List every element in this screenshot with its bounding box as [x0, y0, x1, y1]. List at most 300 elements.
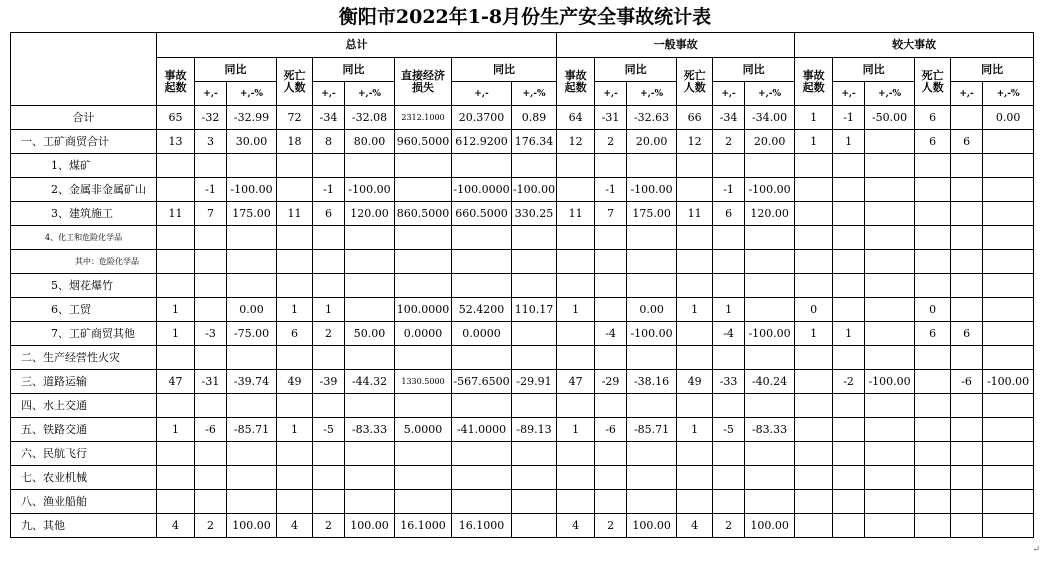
data-cell: [595, 226, 627, 250]
data-cell: 175.00: [227, 202, 277, 226]
data-cell: [795, 370, 833, 394]
data-cell: -100.00: [865, 370, 915, 394]
row-label: 四、水上交通: [11, 394, 157, 418]
data-cell: 6: [277, 322, 313, 346]
data-cell: [677, 154, 713, 178]
data-cell: [865, 298, 915, 322]
data-cell: [157, 178, 195, 202]
header-deaths: 死亡人数: [677, 58, 713, 106]
data-cell: -40.24: [745, 370, 795, 394]
data-cell: -100.00: [627, 322, 677, 346]
data-cell: [345, 442, 395, 466]
header-yoy: 同比: [595, 58, 677, 82]
data-cell: [983, 514, 1034, 538]
data-cell: -83.33: [345, 418, 395, 442]
data-cell: 4: [157, 514, 195, 538]
header-change: +,-: [452, 82, 512, 106]
data-cell: [227, 250, 277, 274]
data-cell: [865, 274, 915, 298]
data-cell: [277, 274, 313, 298]
data-cell: [557, 490, 595, 514]
data-cell: [627, 226, 677, 250]
data-cell: [557, 442, 595, 466]
data-cell: [227, 226, 277, 250]
data-cell: 1330.5000: [395, 370, 452, 394]
data-cell: [983, 346, 1034, 370]
data-cell: 16.1000: [452, 514, 512, 538]
data-cell: -1: [713, 178, 745, 202]
data-cell: [512, 322, 557, 346]
header-pct: +,-%: [983, 82, 1034, 106]
data-cell: [395, 442, 452, 466]
data-cell: [833, 298, 865, 322]
data-cell: [557, 346, 595, 370]
data-cell: [795, 394, 833, 418]
header-yoy: 同比: [195, 58, 277, 82]
data-cell: 47: [557, 370, 595, 394]
row-label: 7、工矿商贸其他: [11, 322, 157, 346]
header-change: +,-: [313, 82, 345, 106]
data-cell: [951, 250, 983, 274]
data-cell: 12: [557, 130, 595, 154]
data-cell: [395, 226, 452, 250]
data-cell: [915, 418, 951, 442]
data-cell: [865, 418, 915, 442]
data-cell: [195, 226, 227, 250]
data-cell: [195, 274, 227, 298]
data-cell: -1: [595, 178, 627, 202]
data-cell: [713, 442, 745, 466]
data-cell: -4: [713, 322, 745, 346]
data-cell: [833, 394, 865, 418]
data-cell: [865, 130, 915, 154]
data-cell: [277, 466, 313, 490]
data-cell: [983, 130, 1034, 154]
data-cell: -100.0000: [452, 178, 512, 202]
data-cell: [833, 250, 865, 274]
data-cell: [157, 490, 195, 514]
data-cell: -100.00: [345, 178, 395, 202]
header-change: +,-: [833, 82, 865, 106]
data-cell: [512, 466, 557, 490]
data-cell: [951, 490, 983, 514]
data-cell: [865, 514, 915, 538]
data-cell: [713, 490, 745, 514]
data-cell: [277, 178, 313, 202]
data-cell: [557, 250, 595, 274]
data-cell: [157, 274, 195, 298]
data-cell: 2: [313, 322, 345, 346]
data-cell: 1: [277, 298, 313, 322]
data-cell: [865, 466, 915, 490]
data-cell: 20.3700: [452, 106, 512, 130]
data-cell: [951, 298, 983, 322]
data-cell: [627, 490, 677, 514]
data-cell: [951, 442, 983, 466]
data-cell: [345, 490, 395, 514]
data-cell: [627, 274, 677, 298]
row-label: 3、建筑施工: [11, 202, 157, 226]
data-cell: -6: [595, 418, 627, 442]
data-cell: -2: [833, 370, 865, 394]
data-cell: [345, 250, 395, 274]
header-accidents: 事故起数: [157, 58, 195, 106]
data-cell: -32.08: [345, 106, 395, 130]
row-label: 二、生产经营性火灾: [11, 346, 157, 370]
data-cell: [795, 346, 833, 370]
data-cell: [713, 346, 745, 370]
data-cell: [865, 154, 915, 178]
data-cell: 80.00: [345, 130, 395, 154]
data-cell: [512, 514, 557, 538]
data-cell: 612.9200: [452, 130, 512, 154]
data-cell: 6: [951, 130, 983, 154]
data-cell: [745, 274, 795, 298]
data-cell: 18: [277, 130, 313, 154]
data-cell: -1: [195, 178, 227, 202]
table-row: [11, 226, 1034, 250]
data-cell: [277, 442, 313, 466]
data-cell: [345, 298, 395, 322]
header-yoy: 同比: [452, 58, 557, 82]
data-cell: [313, 226, 345, 250]
data-cell: -100.00: [512, 178, 557, 202]
data-cell: [983, 178, 1034, 202]
data-cell: [227, 154, 277, 178]
data-cell: [795, 418, 833, 442]
data-cell: 2: [195, 514, 227, 538]
data-cell: -83.33: [745, 418, 795, 442]
data-cell: [512, 250, 557, 274]
header-pct: +,-%: [227, 82, 277, 106]
data-cell: 1: [795, 130, 833, 154]
data-cell: -32.99: [227, 106, 277, 130]
table-row: [11, 202, 1034, 226]
data-cell: [345, 226, 395, 250]
data-cell: [951, 466, 983, 490]
data-cell: [313, 490, 345, 514]
data-cell: [195, 442, 227, 466]
data-cell: [833, 202, 865, 226]
data-cell: [345, 346, 395, 370]
data-cell: [865, 226, 915, 250]
data-cell: [983, 466, 1034, 490]
data-cell: [157, 226, 195, 250]
data-cell: 176.34: [512, 130, 557, 154]
data-cell: [595, 442, 627, 466]
data-cell: [452, 226, 512, 250]
data-cell: [452, 250, 512, 274]
data-cell: -32.63: [627, 106, 677, 130]
data-cell: 47: [157, 370, 195, 394]
data-cell: -6: [195, 418, 227, 442]
data-cell: [557, 154, 595, 178]
data-cell: 6: [313, 202, 345, 226]
data-cell: [865, 322, 915, 346]
data-cell: 860.5000: [395, 202, 452, 226]
data-cell: [983, 442, 1034, 466]
header-pct: +,-%: [512, 82, 557, 106]
data-cell: 4: [277, 514, 313, 538]
data-cell: [157, 394, 195, 418]
data-cell: 0.0000: [452, 322, 512, 346]
table-row: [11, 418, 1034, 442]
data-cell: [795, 250, 833, 274]
header-yoy: 同比: [713, 58, 795, 82]
data-cell: [195, 466, 227, 490]
data-cell: 11: [557, 202, 595, 226]
data-cell: -5: [713, 418, 745, 442]
data-cell: [627, 250, 677, 274]
data-cell: [745, 442, 795, 466]
data-cell: [395, 154, 452, 178]
data-cell: 100.00: [227, 514, 277, 538]
data-cell: [595, 274, 627, 298]
data-cell: [557, 466, 595, 490]
data-cell: [833, 442, 865, 466]
data-cell: [865, 442, 915, 466]
data-cell: [395, 466, 452, 490]
header-yoy: 同比: [833, 58, 915, 82]
data-cell: 11: [677, 202, 713, 226]
data-cell: [627, 466, 677, 490]
data-cell: [795, 154, 833, 178]
data-cell: 6: [915, 130, 951, 154]
data-cell: 2: [713, 514, 745, 538]
data-cell: -31: [595, 106, 627, 130]
data-cell: [795, 466, 833, 490]
data-cell: [557, 226, 595, 250]
data-cell: [951, 346, 983, 370]
data-cell: [833, 466, 865, 490]
table-row: [11, 250, 1034, 274]
data-cell: 6: [951, 322, 983, 346]
data-cell: 30.00: [227, 130, 277, 154]
header-row-groups: [11, 33, 1034, 58]
data-cell: -29.91: [512, 370, 557, 394]
data-cell: [595, 466, 627, 490]
data-cell: [713, 466, 745, 490]
data-cell: [277, 226, 313, 250]
data-cell: [865, 394, 915, 418]
data-cell: 120.00: [345, 202, 395, 226]
data-cell: -567.6500: [452, 370, 512, 394]
data-cell: 2: [595, 514, 627, 538]
data-cell: 0.00: [627, 298, 677, 322]
data-cell: [277, 394, 313, 418]
data-cell: [983, 274, 1034, 298]
data-cell: [745, 466, 795, 490]
data-cell: 1: [713, 298, 745, 322]
data-cell: [313, 442, 345, 466]
data-cell: [345, 466, 395, 490]
data-cell: [833, 418, 865, 442]
data-cell: -39.74: [227, 370, 277, 394]
paragraph-mark: ↵: [1032, 545, 1040, 555]
data-cell: [595, 490, 627, 514]
data-cell: 7: [595, 202, 627, 226]
data-cell: [833, 346, 865, 370]
data-cell: [557, 178, 595, 202]
data-cell: [865, 202, 915, 226]
data-cell: 7: [195, 202, 227, 226]
data-cell: -100.00: [627, 178, 677, 202]
data-cell: 0: [795, 298, 833, 322]
data-cell: -34: [313, 106, 345, 130]
data-cell: -100.00: [983, 370, 1034, 394]
data-cell: [557, 394, 595, 418]
data-cell: [951, 202, 983, 226]
data-cell: [983, 394, 1034, 418]
row-label: 六、民航飞行: [11, 442, 157, 466]
data-cell: 2: [313, 514, 345, 538]
data-cell: [227, 442, 277, 466]
row-label: 2、金属非金属矿山: [11, 178, 157, 202]
data-cell: 16.1000: [395, 514, 452, 538]
table-row: [11, 514, 1034, 538]
data-cell: [195, 250, 227, 274]
data-cell: [313, 154, 345, 178]
data-cell: 1: [157, 298, 195, 322]
data-cell: [677, 466, 713, 490]
data-cell: [512, 274, 557, 298]
data-cell: -3: [195, 322, 227, 346]
data-cell: 0.00: [983, 106, 1034, 130]
table-row: [11, 370, 1034, 394]
data-cell: [452, 394, 512, 418]
header-total: 总计: [157, 33, 557, 58]
data-cell: [452, 490, 512, 514]
data-cell: [557, 274, 595, 298]
data-cell: 330.25: [512, 202, 557, 226]
header-deaths: 死亡人数: [915, 58, 951, 106]
data-cell: -31: [195, 370, 227, 394]
header-change: +,-: [951, 82, 983, 106]
row-label: 三、道路运输: [11, 370, 157, 394]
table-row: [11, 178, 1034, 202]
data-cell: -85.71: [227, 418, 277, 442]
data-cell: [915, 466, 951, 490]
data-cell: [713, 226, 745, 250]
table-row: [11, 130, 1034, 154]
data-cell: 1: [795, 322, 833, 346]
data-cell: 1: [677, 298, 713, 322]
data-cell: 1: [277, 418, 313, 442]
data-cell: [795, 202, 833, 226]
data-cell: [227, 490, 277, 514]
header-pct: +,-%: [345, 82, 395, 106]
data-cell: 1: [677, 418, 713, 442]
header-deaths: 死亡人数: [277, 58, 313, 106]
data-cell: [745, 250, 795, 274]
data-cell: [833, 154, 865, 178]
data-cell: [865, 250, 915, 274]
data-cell: -5: [313, 418, 345, 442]
table-title: 衡阳市2022年1-8月份生产安全事故统计表: [338, 6, 712, 28]
data-cell: 1: [833, 322, 865, 346]
data-cell: [395, 346, 452, 370]
row-label: 5、烟花爆竹: [11, 274, 157, 298]
data-cell: [795, 514, 833, 538]
data-cell: [512, 442, 557, 466]
data-cell: 1: [833, 130, 865, 154]
data-cell: [595, 298, 627, 322]
data-cell: [512, 154, 557, 178]
data-cell: 1: [557, 298, 595, 322]
data-cell: [677, 274, 713, 298]
data-cell: [865, 178, 915, 202]
accident-statistics-table: [10, 32, 1034, 538]
table-row: [11, 346, 1034, 370]
data-cell: [277, 250, 313, 274]
data-cell: [452, 346, 512, 370]
header-change: +,-: [713, 82, 745, 106]
table-row: [11, 466, 1034, 490]
data-cell: [313, 466, 345, 490]
data-cell: [983, 490, 1034, 514]
data-cell: [915, 274, 951, 298]
data-cell: 1: [557, 418, 595, 442]
data-cell: [795, 490, 833, 514]
data-cell: [951, 394, 983, 418]
data-cell: [677, 346, 713, 370]
data-cell: [865, 490, 915, 514]
data-cell: [157, 466, 195, 490]
data-cell: [951, 154, 983, 178]
row-label: 合计: [11, 106, 157, 130]
row-label: 其中：危险化学品: [11, 250, 157, 274]
data-cell: [745, 346, 795, 370]
data-cell: [983, 322, 1034, 346]
data-cell: [745, 394, 795, 418]
data-cell: [313, 250, 345, 274]
header-row-columns: [11, 58, 1034, 82]
data-cell: [983, 226, 1034, 250]
header-accidents: 事故起数: [795, 58, 833, 106]
data-cell: [713, 250, 745, 274]
data-cell: 12: [677, 130, 713, 154]
data-cell: [157, 250, 195, 274]
data-cell: -41.0000: [452, 418, 512, 442]
row-label: 一、工矿商贸合计: [11, 130, 157, 154]
data-cell: 64: [557, 106, 595, 130]
data-cell: [677, 322, 713, 346]
data-cell: 175.00: [627, 202, 677, 226]
table-row: [11, 106, 1034, 130]
data-cell: [915, 514, 951, 538]
data-cell: 0.89: [512, 106, 557, 130]
data-cell: [677, 394, 713, 418]
data-cell: [277, 346, 313, 370]
data-cell: 49: [277, 370, 313, 394]
data-cell: 5.0000: [395, 418, 452, 442]
data-cell: 11: [157, 202, 195, 226]
header-pct: +,-%: [627, 82, 677, 106]
header-loss: 直接经济损失: [395, 58, 452, 106]
data-cell: [915, 202, 951, 226]
data-cell: [313, 274, 345, 298]
data-cell: -44.32: [345, 370, 395, 394]
data-cell: 49: [677, 370, 713, 394]
data-cell: [677, 250, 713, 274]
data-cell: [795, 226, 833, 250]
data-cell: [745, 490, 795, 514]
data-cell: 8: [313, 130, 345, 154]
data-cell: -100.00: [227, 178, 277, 202]
data-cell: -89.13: [512, 418, 557, 442]
table-row: [11, 442, 1034, 466]
data-cell: [833, 514, 865, 538]
